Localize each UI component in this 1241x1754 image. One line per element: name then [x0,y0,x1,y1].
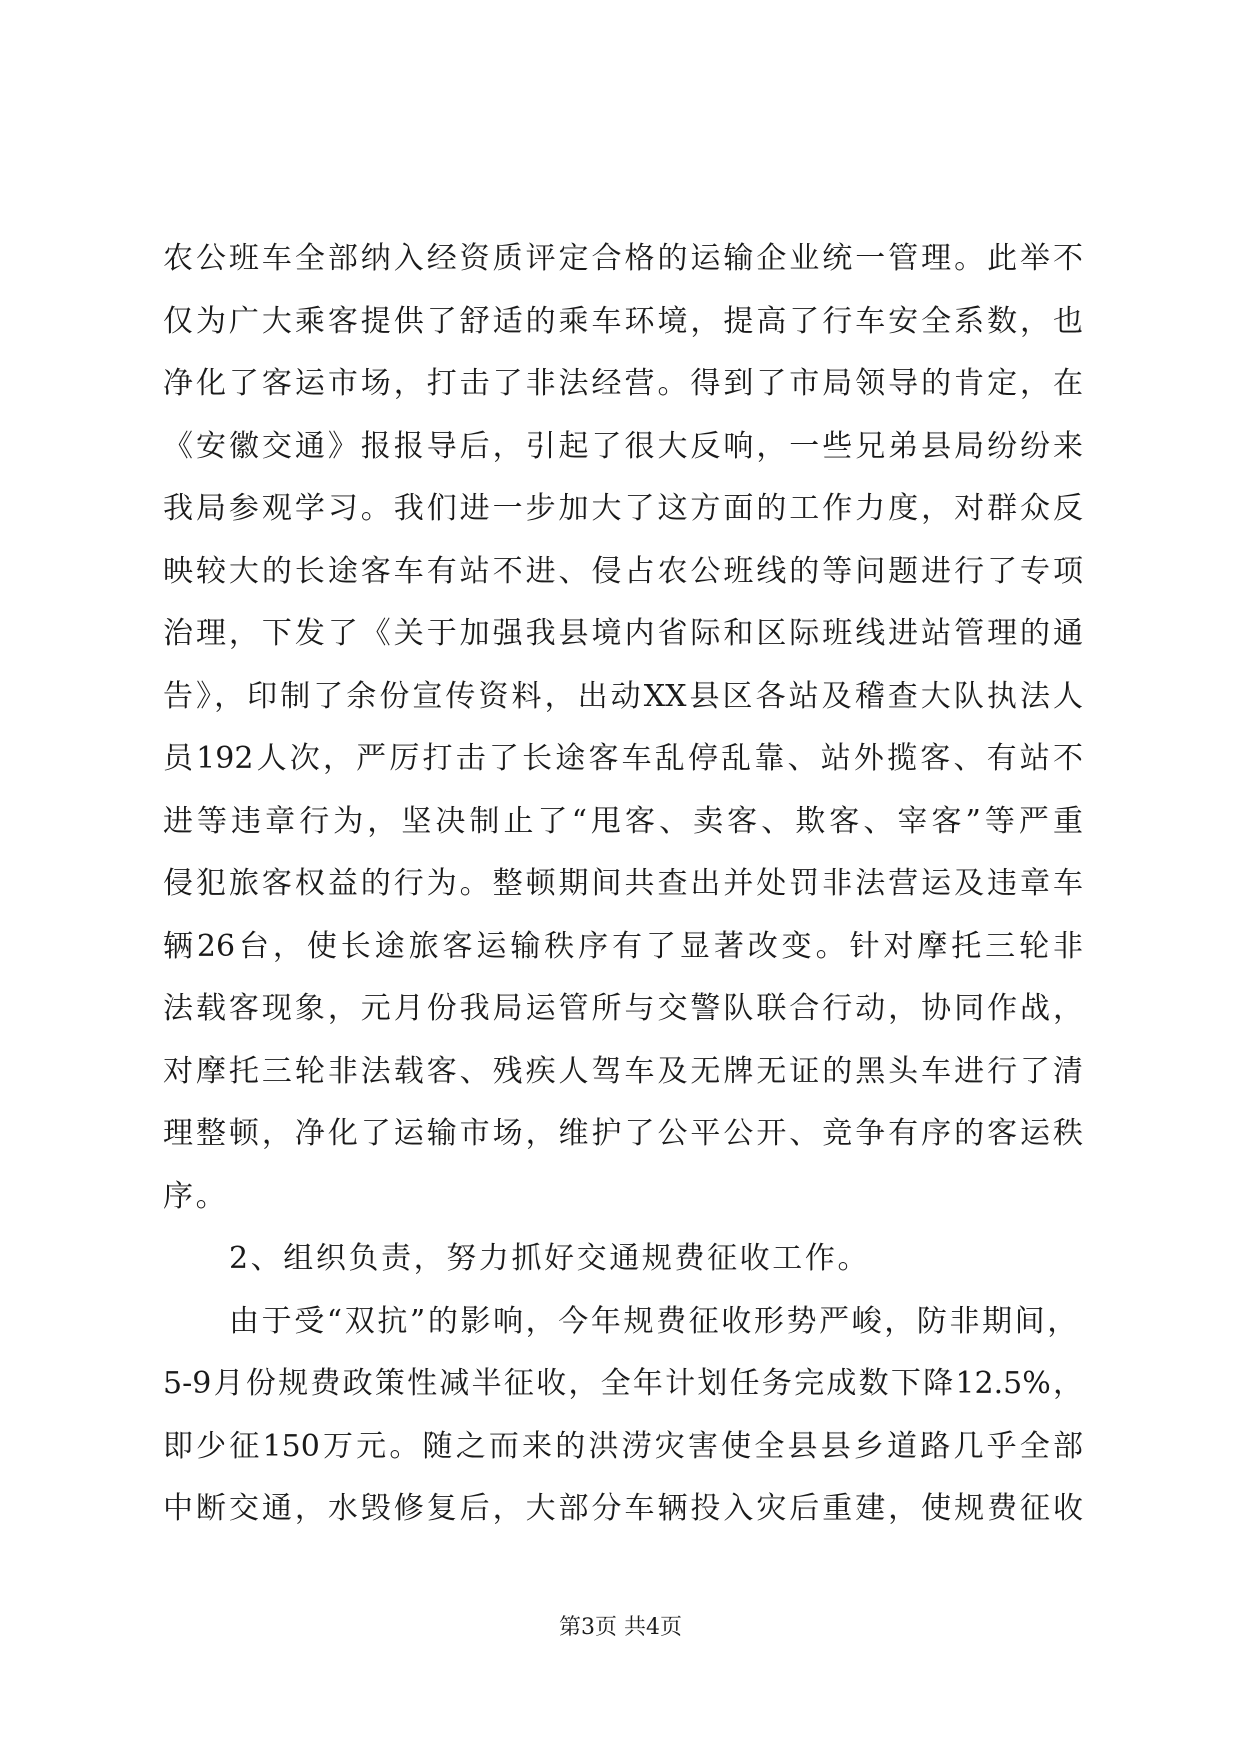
text-line-11: 侵犯旅客权益的行为。整顿期间共查出并处罚非法营运及违章车 [163,866,1083,901]
text-line-3: 净化了客运市场，打击了非法经营。得到了市局领导的肯定，在 [163,366,1083,401]
text-line-9: 员192人次，严厉打击了长途客车乱停乱靠、站外揽客、有站不 [163,741,1083,776]
body-text [163,228,1083,1541]
text-line-14: 对摩托三轮非法载客、残疾人驾车及无牌无证的黑头车进行了清 [163,1053,1083,1089]
text-line-7: 治理，下发了《关于加强我县境内省际和区际班线进站管理的通 [163,616,1083,651]
text-line-4: 《安徽交通》报报导后，引起了很大反响，一些兄弟县局纷纷来 [163,428,1083,464]
text-line-1: 农公班车全部纳入经资质评定合格的运输企业统一管理。此举不 [163,241,1083,276]
text-line-19: 5-9月份规费政策性减半征收，全年计划任务完成数下降12.5%， [163,1366,1083,1401]
text-line-13: 法载客现象，元月份我局运管所与交警队联合行动，协同作战， [163,991,1083,1026]
text-line-6: 映较大的长途客车有站不进、侵占农公班线的等问题进行了专项 [163,553,1083,589]
text-line-2: 仅为广大乘客提供了舒适的乘车环境，提高了行车安全系数，也 [163,303,1083,339]
text-line-21: 中断交通，水毁修复后，大部分车辆投入灾后重建，使规费征收 [163,1491,1083,1526]
text-line-18: 由于受“双抗”的影响，今年规费征收形势严峻，防非期间， [229,1303,1080,1339]
text-line-5: 我局参观学习。我们进一步加大了这方面的工作力度，对群众反 [163,491,1083,526]
text-line-16: 序。 [163,1178,229,1214]
text-line-10: 进等违章行为，坚决制止了“甩客、卖客、欺客、宰客”等严重 [163,803,1083,839]
text-line-15: 理整顿，净化了运输市场，维护了公平公开、竞争有序的客运秩 [163,1116,1083,1151]
text-line-8: 告》，印制了余份宣传资料，出动XX县区各站及稽查大队执法人 [163,678,1083,714]
page-number-footer: 第3页 共4页 [559,1615,682,1640]
text-line-20: 即少征150万元。随之而来的洪涝灾害使全县县乡道路几乎全部 [163,1428,1083,1464]
text-line-12: 辆26台，使长途旅客运输秩序有了显著改变。针对摩托三轮非 [163,928,1083,964]
section-heading: 2、组织负责，努力抓好交通规费征收工作。 [229,1241,871,1276]
